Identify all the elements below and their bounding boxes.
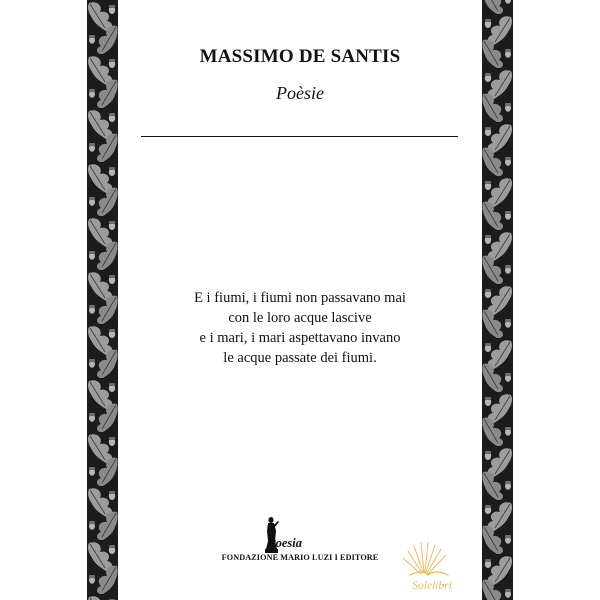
left-ornamental-border xyxy=(87,0,118,600)
author-name: MASSIMO DE SANTIS xyxy=(199,46,401,67)
right-ornamental-border xyxy=(482,0,513,600)
publisher-name: FONDAZIONE MARIO LUZI I EDITORE xyxy=(221,553,379,562)
poem-line: E i fiumi, i fiumi non passavano mai xyxy=(194,290,406,306)
series-label: Poesia xyxy=(268,536,303,550)
logo-text: Solelibri xyxy=(412,580,452,592)
poem-line: e i mari, i mari aspettavano invano xyxy=(199,330,401,346)
book-subtitle: Poèsie xyxy=(276,83,324,103)
solelibri-logo xyxy=(392,537,470,595)
title-divider xyxy=(141,136,458,137)
poem-line: con le loro acque lascive xyxy=(228,310,372,326)
poem-line: le acque passate dei fiumi. xyxy=(223,350,377,366)
poem-excerpt xyxy=(118,288,482,368)
